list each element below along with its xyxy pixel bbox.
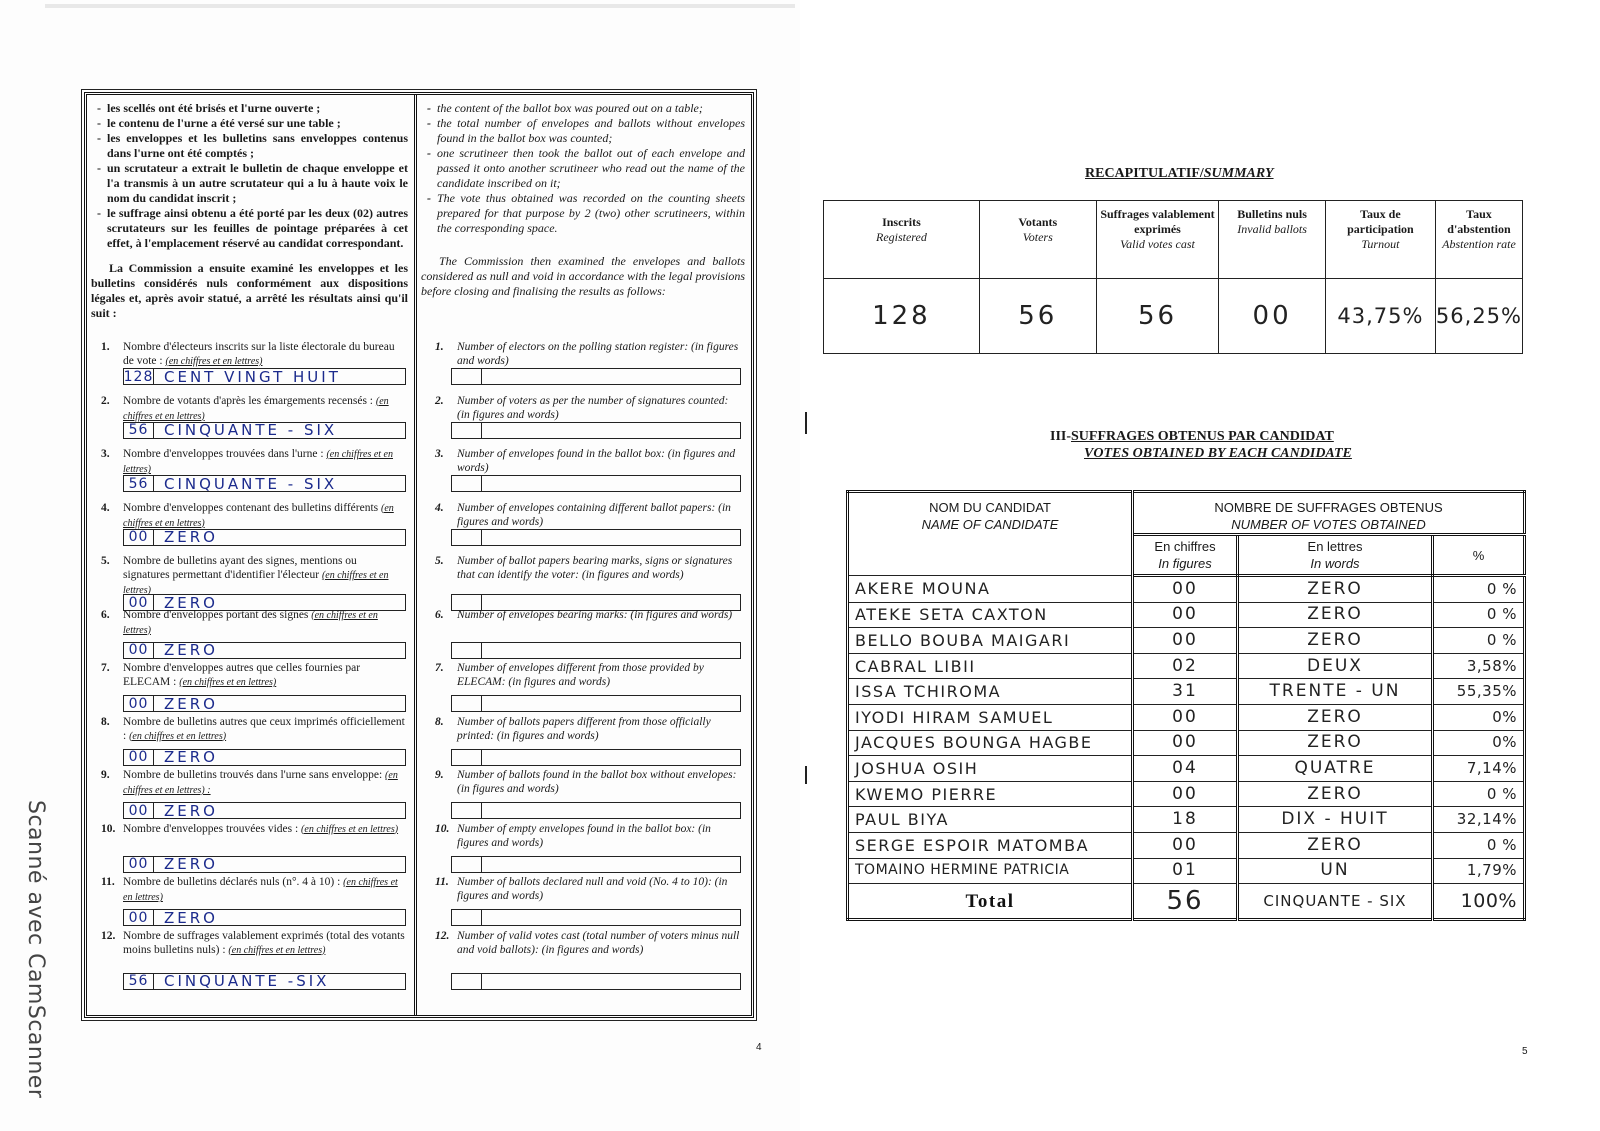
candidate-figure: 00 xyxy=(1133,832,1238,858)
field-figure: 00 xyxy=(124,696,154,711)
item-label: Number of empty envelopes found in the ballot box: (in figures and words) xyxy=(457,822,711,849)
item-label: Number of ballot papers bearing marks, signs or signatures that can identify the voter: (in figures and words) xyxy=(457,555,733,581)
candidate-row xyxy=(848,602,1525,628)
candidate-row xyxy=(848,730,1525,756)
french-item-12: 12. Nombre de suffrages valablement exprimés (total des votants moins bulletins nuls) : (en chiffres et en lettres) 56 CINQUANTE -SIX xyxy=(101,929,405,990)
item-label: Nombre d'enveloppes autres que celles fournies par ELECAM : xyxy=(123,662,361,688)
item-label: Number of envelopes different from those provided by ELECAM: (in figures and words) xyxy=(457,662,704,688)
item-label: Number of valid votes cast (total number of voters minus null and void ballots): (in figures and words) xyxy=(457,929,740,956)
candidate-words: ZERO xyxy=(1238,602,1433,628)
french-item-2: 2. Nombre de votants d'après les émargements recensés : (en chiffres et en lettres) 56 CINQUANTE - SIX xyxy=(87,394,414,448)
item-label: Number of ballots papers different from those officially printed: (in figures and words) xyxy=(457,715,711,742)
field-en-no-envelope[interactable] xyxy=(451,802,741,819)
english-bullet: - one scrutineer then took the ballot out of each envelope and passed it onto another scrutineer who read out the name of the candidate inscribed on it; xyxy=(427,146,745,191)
candidate-row xyxy=(848,653,1525,679)
english-item-2: 2. Number of voters as per the number of signatures counted: (in figures and words) xyxy=(421,394,751,448)
field-words: ZERO xyxy=(164,528,218,546)
english-items xyxy=(421,340,751,982)
candidate-name: SERGE ESPOIR MATOMBA xyxy=(848,832,1133,858)
english-item-7: 7. Number of envelopes different from those provided by ELECAM: (in figures and words) xyxy=(421,661,751,715)
candidate-percent: 7,14% xyxy=(1433,756,1525,782)
field-en-registered[interactable] xyxy=(451,368,741,385)
summary-value-invalid: 00 xyxy=(1219,279,1326,354)
field-words: ZERO xyxy=(164,694,218,713)
english-item-3: 3. Number of envelopes found in the ballot box: (in figures and words) xyxy=(421,447,751,501)
field-valid-votes[interactable] xyxy=(123,973,406,990)
field-figure xyxy=(452,750,482,765)
english-paragraph: The Commission then examined the envelopes and ballots considered as null and void in accordance with the legal provisions before closing and finalising the results as follows: xyxy=(421,254,745,298)
candidate-row xyxy=(848,832,1525,858)
french-item-1: 1. Nombre d'électeurs inscrits sur la liste électorale du bureau de vote : (en chiffres et en lettres) 128 CENT VINGT HUIT xyxy=(87,340,414,394)
field-figure: 56 xyxy=(124,476,154,491)
french-item-11: 11. Nombre de bulletins déclarés nuls (n°. 4 à 10) : (en chiffres et en lettres) 00 ZERO xyxy=(87,875,414,929)
french-bullet: - un scrutateur a extrait le bulletin de chaque enveloppe et l'a transmis à un autre scrutateur qui a lu à haute voix le nom du candidat inscrit ; xyxy=(97,161,408,206)
summary-header-registered: Inscrits Registered xyxy=(824,201,980,279)
field-figure: 56 xyxy=(124,974,154,989)
item-label: Nombre d'enveloppes trouvées dans l'urne : xyxy=(123,448,324,460)
candidate-name: JACQUES BOUNGA HAGBE xyxy=(848,730,1133,756)
total-percent: 100% xyxy=(1433,884,1525,920)
field-figure xyxy=(452,643,482,658)
candidate-words: ZERO xyxy=(1238,730,1433,756)
field-words: ZERO xyxy=(164,855,218,873)
header-votes-obtained: NOMBRE DE SUFFRAGES OBTENUS NUMBER OF VOTES OBTAINED xyxy=(1133,492,1525,535)
french-item-7: 7. Nombre d'enveloppes autres que celles fournies par ELECAM : (en chiffres et en lettres) 00 ZERO xyxy=(87,661,414,715)
english-item-10: 10. Number of empty envelopes found in the ballot box: (in figures and words) xyxy=(421,822,751,876)
field-figure xyxy=(452,476,482,491)
candidate-figure: 31 xyxy=(1133,679,1238,705)
english-item-6: 6. Number of envelopes bearing marks: (in figures and words) xyxy=(421,608,751,662)
candidate-percent: 3,58% xyxy=(1433,653,1525,679)
field-figure: 00 xyxy=(124,595,154,610)
item-label: Nombre de votants d'après les émargements recensés : xyxy=(123,394,373,407)
item-label: Number of ballots found in the ballot box without envelopes: (in figures and words) xyxy=(457,769,737,795)
candidate-figure: 01 xyxy=(1133,858,1238,884)
field-other-ballots[interactable] xyxy=(123,749,406,766)
field-figure: 00 xyxy=(124,750,154,765)
field-en-valid-votes[interactable] xyxy=(451,973,741,990)
candidate-words: DEUX xyxy=(1238,653,1433,679)
field-words: CINQUANTE - SIX xyxy=(164,421,338,439)
total-words: CINQUANTE - SIX xyxy=(1238,884,1433,920)
item-label: Nombre de suffrages valablement exprimés (total des votants moins bulletins nuls) : xyxy=(123,929,405,956)
field-en-envelopes-found[interactable] xyxy=(451,475,741,492)
candidate-percent: 1,79% xyxy=(1433,858,1525,884)
field-words: CENT VINGT HUIT xyxy=(164,367,341,386)
candidate-percent: 0% xyxy=(1433,704,1525,730)
field-figure: 00 xyxy=(124,910,154,925)
candidate-words: DIX - HUIT xyxy=(1238,807,1433,833)
scan-edge xyxy=(45,4,795,8)
item-label: Number of electors on the polling station register: (in figures and words) xyxy=(457,341,739,367)
field-figure: 00 xyxy=(124,857,154,872)
summary-header-voters: Votants Voters xyxy=(979,201,1096,279)
english-item-8: 8. Number of ballots papers different from those officially printed: (in figures and words) xyxy=(421,715,751,769)
summary-title: RECAPITULATIF/SUMMARY xyxy=(1085,166,1274,181)
header-in-words: En lettres In words xyxy=(1238,535,1433,576)
summary-value-abstention: 56,25% xyxy=(1435,279,1522,354)
candidate-name: TOMAINO HERMINE PATRICIA xyxy=(848,858,1133,884)
candidate-figure: 04 xyxy=(1133,756,1238,782)
field-figure xyxy=(452,910,482,925)
field-different-ballots[interactable] xyxy=(123,529,406,546)
french-item-6: 6. Nombre d'enveloppes portant des signes (en chiffres et en lettres) 00 ZERO xyxy=(87,608,414,662)
field-en-marked-envelopes[interactable] xyxy=(451,642,741,659)
votes-table xyxy=(846,490,1526,921)
votes-section-title: III-SUFFRAGES OBTENUS PAR CANDIDAT VOTES OBTAINED BY EACH CANDIDATE xyxy=(1050,429,1352,461)
french-item-3: 3. Nombre d'enveloppes trouvées dans l'urne : (en chiffres et en lettres) 56 CINQUANTE - SIX xyxy=(87,447,414,501)
item-label: Nombre d'enveloppes portant des signes xyxy=(123,608,309,621)
candidate-figure: 00 xyxy=(1133,730,1238,756)
french-bullet: - les enveloppes et les bulletins sans enveloppes contenus dans l'urne ont été comptés ; xyxy=(97,131,408,161)
page-number-left: 4 xyxy=(756,1042,762,1053)
candidate-words: ZERO xyxy=(1238,832,1433,858)
summary-value-turnout: 43,75% xyxy=(1325,279,1435,354)
french-items xyxy=(87,340,414,990)
field-marked-envelopes[interactable] xyxy=(123,642,406,659)
candidate-name: KWEMO PIERRE xyxy=(848,781,1133,807)
field-figure xyxy=(452,857,482,872)
french-bullet: - le contenu de l'urne a été versé sur une table ; xyxy=(97,116,408,131)
total-figure: 56 xyxy=(1133,884,1238,920)
candidate-row xyxy=(848,858,1525,884)
item-label: Nombre de bulletins déclarés nuls (n°. 4 à 10) : xyxy=(123,876,341,888)
page-number-right: 5 xyxy=(1522,1046,1528,1057)
field-words: ZERO xyxy=(164,801,218,820)
french-item-8: 8. Nombre de bulletins autres que ceux imprimés officiellement : (en chiffres et en lettres) 00 ZERO xyxy=(101,715,405,766)
candidate-percent: 0% xyxy=(1433,730,1525,756)
summary-header-invalid: Bulletins nuls Invalid ballots xyxy=(1219,201,1326,279)
candidate-figure: 02 xyxy=(1133,653,1238,679)
field-en-empty-envelopes[interactable] xyxy=(451,856,741,873)
english-procedure-list xyxy=(427,101,745,236)
english-item-4: 4. Number of envelopes containing different ballot papers: (in figures and words) xyxy=(421,501,751,555)
english-bullet: - the content of the ballot box was poured out on a table; xyxy=(427,101,745,116)
candidate-name: IYODI HIRAM SAMUEL xyxy=(848,704,1133,730)
field-other-envelopes[interactable] xyxy=(123,695,406,712)
item-label: Nombre de bulletins ayant des signes, mentions ou signatures permettant d'identifier l'électeur xyxy=(123,555,357,581)
candidate-words: ZERO xyxy=(1238,781,1433,807)
header-candidate-name: NOM DU CANDIDAT NAME OF CANDIDATE xyxy=(848,492,1133,576)
item-label: Nombre d'enveloppes contenant des bulletins différents xyxy=(123,501,379,514)
english-column xyxy=(421,95,751,1015)
summary-value-valid-votes: 56 xyxy=(1096,279,1219,354)
scan-mark xyxy=(805,412,807,434)
candidate-percent: 0 % xyxy=(1433,832,1525,858)
candidate-figure: 00 xyxy=(1133,576,1238,603)
field-empty-envelopes[interactable] xyxy=(123,856,406,873)
summary-value-registered: 128 xyxy=(824,279,980,354)
candidate-words: UN xyxy=(1238,858,1433,884)
candidate-words: ZERO xyxy=(1238,704,1433,730)
candidate-name: ISSA TCHIROMA xyxy=(848,679,1133,705)
field-figure xyxy=(452,803,482,818)
candidate-percent: 55,35% xyxy=(1433,679,1525,705)
candidate-words: QUATRE xyxy=(1238,756,1433,782)
field-ballots-no-envelope[interactable] xyxy=(123,802,406,819)
field-figure xyxy=(452,974,482,989)
item-label: Number of envelopes found in the ballot box: (in figures and words) xyxy=(457,448,736,474)
summary-header-valid-votes: Suffrages valablement exprimés Valid votes cast xyxy=(1096,201,1219,279)
summary-header-row xyxy=(824,201,1523,279)
field-voters[interactable] xyxy=(123,422,406,439)
candidate-name: ATEKE SETA CAXTON xyxy=(848,602,1133,628)
english-item-1: 1. Number of electors on the polling station register: (in figures and words) xyxy=(421,340,751,394)
english-item-5: 5. Number of ballot papers bearing marks, signs or signatures that can identify the voter: (in figures and words) xyxy=(421,554,751,608)
candidate-figure: 00 xyxy=(1133,602,1238,628)
total-row xyxy=(848,884,1525,920)
item-label: Nombre d'électeurs inscrits sur la liste électorale du bureau de vote : xyxy=(123,341,395,367)
summary-values-row xyxy=(824,279,1523,354)
candidate-words: ZERO xyxy=(1238,576,1433,603)
item-label: Number of ballots declared null and void (No. 4 to 10): (in figures and words) xyxy=(457,876,728,902)
field-en-null-ballots[interactable] xyxy=(451,909,741,926)
french-bullet: - les scellés ont été brisés et l'urne ouverte ; xyxy=(97,101,408,116)
candidate-name: PAUL BIYA xyxy=(848,807,1133,833)
item-label: Nombre d'enveloppes trouvées vides : xyxy=(123,822,299,835)
candidate-name: JOSHUA OSIH xyxy=(848,756,1133,782)
field-figure: 56 xyxy=(124,423,154,438)
candidate-figure: 00 xyxy=(1133,704,1238,730)
candidate-percent: 0 % xyxy=(1433,628,1525,654)
candidate-row xyxy=(848,576,1525,603)
candidate-row xyxy=(848,756,1525,782)
candidate-name: BELLO BOUBA MAIGARI xyxy=(848,628,1133,654)
candidate-name: AKERE MOUNA xyxy=(848,576,1133,603)
english-item-11: 11. Number of ballots declared null and void (No. 4 to 10): (in figures and words) xyxy=(421,875,751,929)
english-bullet: - the total number of envelopes and ballots without envelopes found in the ballot box was counted; xyxy=(427,116,745,146)
summary-value-voters: 56 xyxy=(979,279,1096,354)
field-words: ZERO xyxy=(164,908,218,927)
field-registered-electors[interactable] xyxy=(123,368,406,385)
candidate-name: CABRAL LIBII xyxy=(848,653,1133,679)
summary-header-abstention: Taux d'abstention Abstention rate xyxy=(1435,201,1522,279)
candidate-row xyxy=(848,781,1525,807)
field-en-different-ballots[interactable] xyxy=(451,529,741,546)
candidate-figure: 00 xyxy=(1133,781,1238,807)
header-percent: % xyxy=(1433,535,1525,576)
item-label: Number of envelopes bearing marks: (in figures and words) xyxy=(457,608,733,621)
field-figure: 00 xyxy=(124,803,154,818)
item-label: Number of envelopes containing different ballot papers: (in figures and words) xyxy=(457,501,731,528)
french-paragraph: La Commission a ensuite examiné les enveloppes et les bulletins considérés nuls conformément aux dispositions légales et, après avoir statué, a arrêté les résultats ainsi qu'il suit : xyxy=(91,261,408,320)
field-figure xyxy=(452,696,482,711)
candidate-figure: 18 xyxy=(1133,807,1238,833)
field-en-voters[interactable] xyxy=(451,422,741,439)
english-bullet: - The vote thus obtained was recorded on the counting sheets prepared for that purpose by 2 (two) other scrutineers, within the corresponding space. xyxy=(427,191,745,236)
votes-header-row-1 xyxy=(848,492,1525,535)
field-words: ZERO xyxy=(164,593,218,612)
summary-table xyxy=(823,200,1523,354)
summary-header-turnout: Taux de participation Turnout xyxy=(1325,201,1435,279)
french-procedure-list xyxy=(97,101,408,251)
candidate-row xyxy=(848,628,1525,654)
item-label: Number of voters as per the number of signatures counted: (in figures and words) xyxy=(457,394,729,421)
candidate-row xyxy=(848,704,1525,730)
field-words: CINQUANTE - SIX xyxy=(164,474,338,493)
candidate-words: TRENTE - UN xyxy=(1238,679,1433,705)
field-figure xyxy=(452,530,482,545)
french-item-5: 5. Nombre de bulletins ayant des signes, mentions ou signatures permettant d'identifier l'électeur (en chiffres et en lettres) 00 ZERO xyxy=(87,554,414,608)
field-figure xyxy=(452,369,482,384)
item-label: Nombre de bulletins trouvés dans l'urne sans enveloppe: xyxy=(123,769,383,781)
field-null-ballots[interactable] xyxy=(123,909,406,926)
english-item-12: 12. Number of valid votes cast (total number of voters minus null and void ballots): (in figures and words) xyxy=(421,929,751,983)
field-en-other-ballots[interactable] xyxy=(451,749,741,766)
total-label: Total xyxy=(848,884,1133,920)
field-words: CINQUANTE -SIX xyxy=(164,972,330,990)
header-in-figures: En chiffres In figures xyxy=(1133,535,1238,576)
item-label: Nombre de bulletins autres que ceux imprimés officiellement : xyxy=(123,715,405,742)
candidate-words: ZERO xyxy=(1238,628,1433,654)
field-figure: 00 xyxy=(124,530,154,545)
results-form xyxy=(84,92,754,1018)
field-figure xyxy=(452,423,482,438)
candidate-figure: 00 xyxy=(1133,628,1238,654)
french-item-10: 10. Nombre d'enveloppes trouvées vides : (en chiffres et en lettres) 00 ZERO xyxy=(87,822,414,876)
field-words: ZERO xyxy=(164,748,218,766)
candidate-row xyxy=(848,679,1525,705)
french-bullet: - le suffrage ainsi obtenu a été porté par les deux (02) autres scrutateurs sur les feuilles de pointage préparées à cet effet, à l'emplacement réservé au candidat correspondant. xyxy=(97,206,408,251)
french-column xyxy=(87,95,417,1015)
candidate-percent: 0 % xyxy=(1433,602,1525,628)
camscanner-watermark: Scanné avec CamScanner xyxy=(23,800,48,1099)
french-item-9: 9. Nombre de bulletins trouvés dans l'urne sans enveloppe: (en chiffres et en lettres) : 00 ZERO xyxy=(87,768,414,822)
scan-mark xyxy=(805,766,807,784)
french-item-4: 4. Nombre d'enveloppes contenant des bulletins différents (en chiffres et en lettres) 00 ZERO xyxy=(87,501,414,555)
field-figure: 00 xyxy=(124,643,154,658)
field-figure: 128 xyxy=(123,368,154,385)
field-envelopes-found[interactable] xyxy=(123,475,406,492)
candidate-row xyxy=(848,807,1525,833)
english-item-9: 9. Number of ballots found in the ballot box without envelopes: (in figures and words) xyxy=(421,768,751,822)
field-en-other-envelopes[interactable] xyxy=(451,695,741,712)
candidate-percent: 0 % xyxy=(1433,781,1525,807)
field-words: ZERO xyxy=(164,641,218,659)
candidate-percent: 0 % xyxy=(1433,576,1525,603)
candidate-percent: 32,14% xyxy=(1433,807,1525,833)
